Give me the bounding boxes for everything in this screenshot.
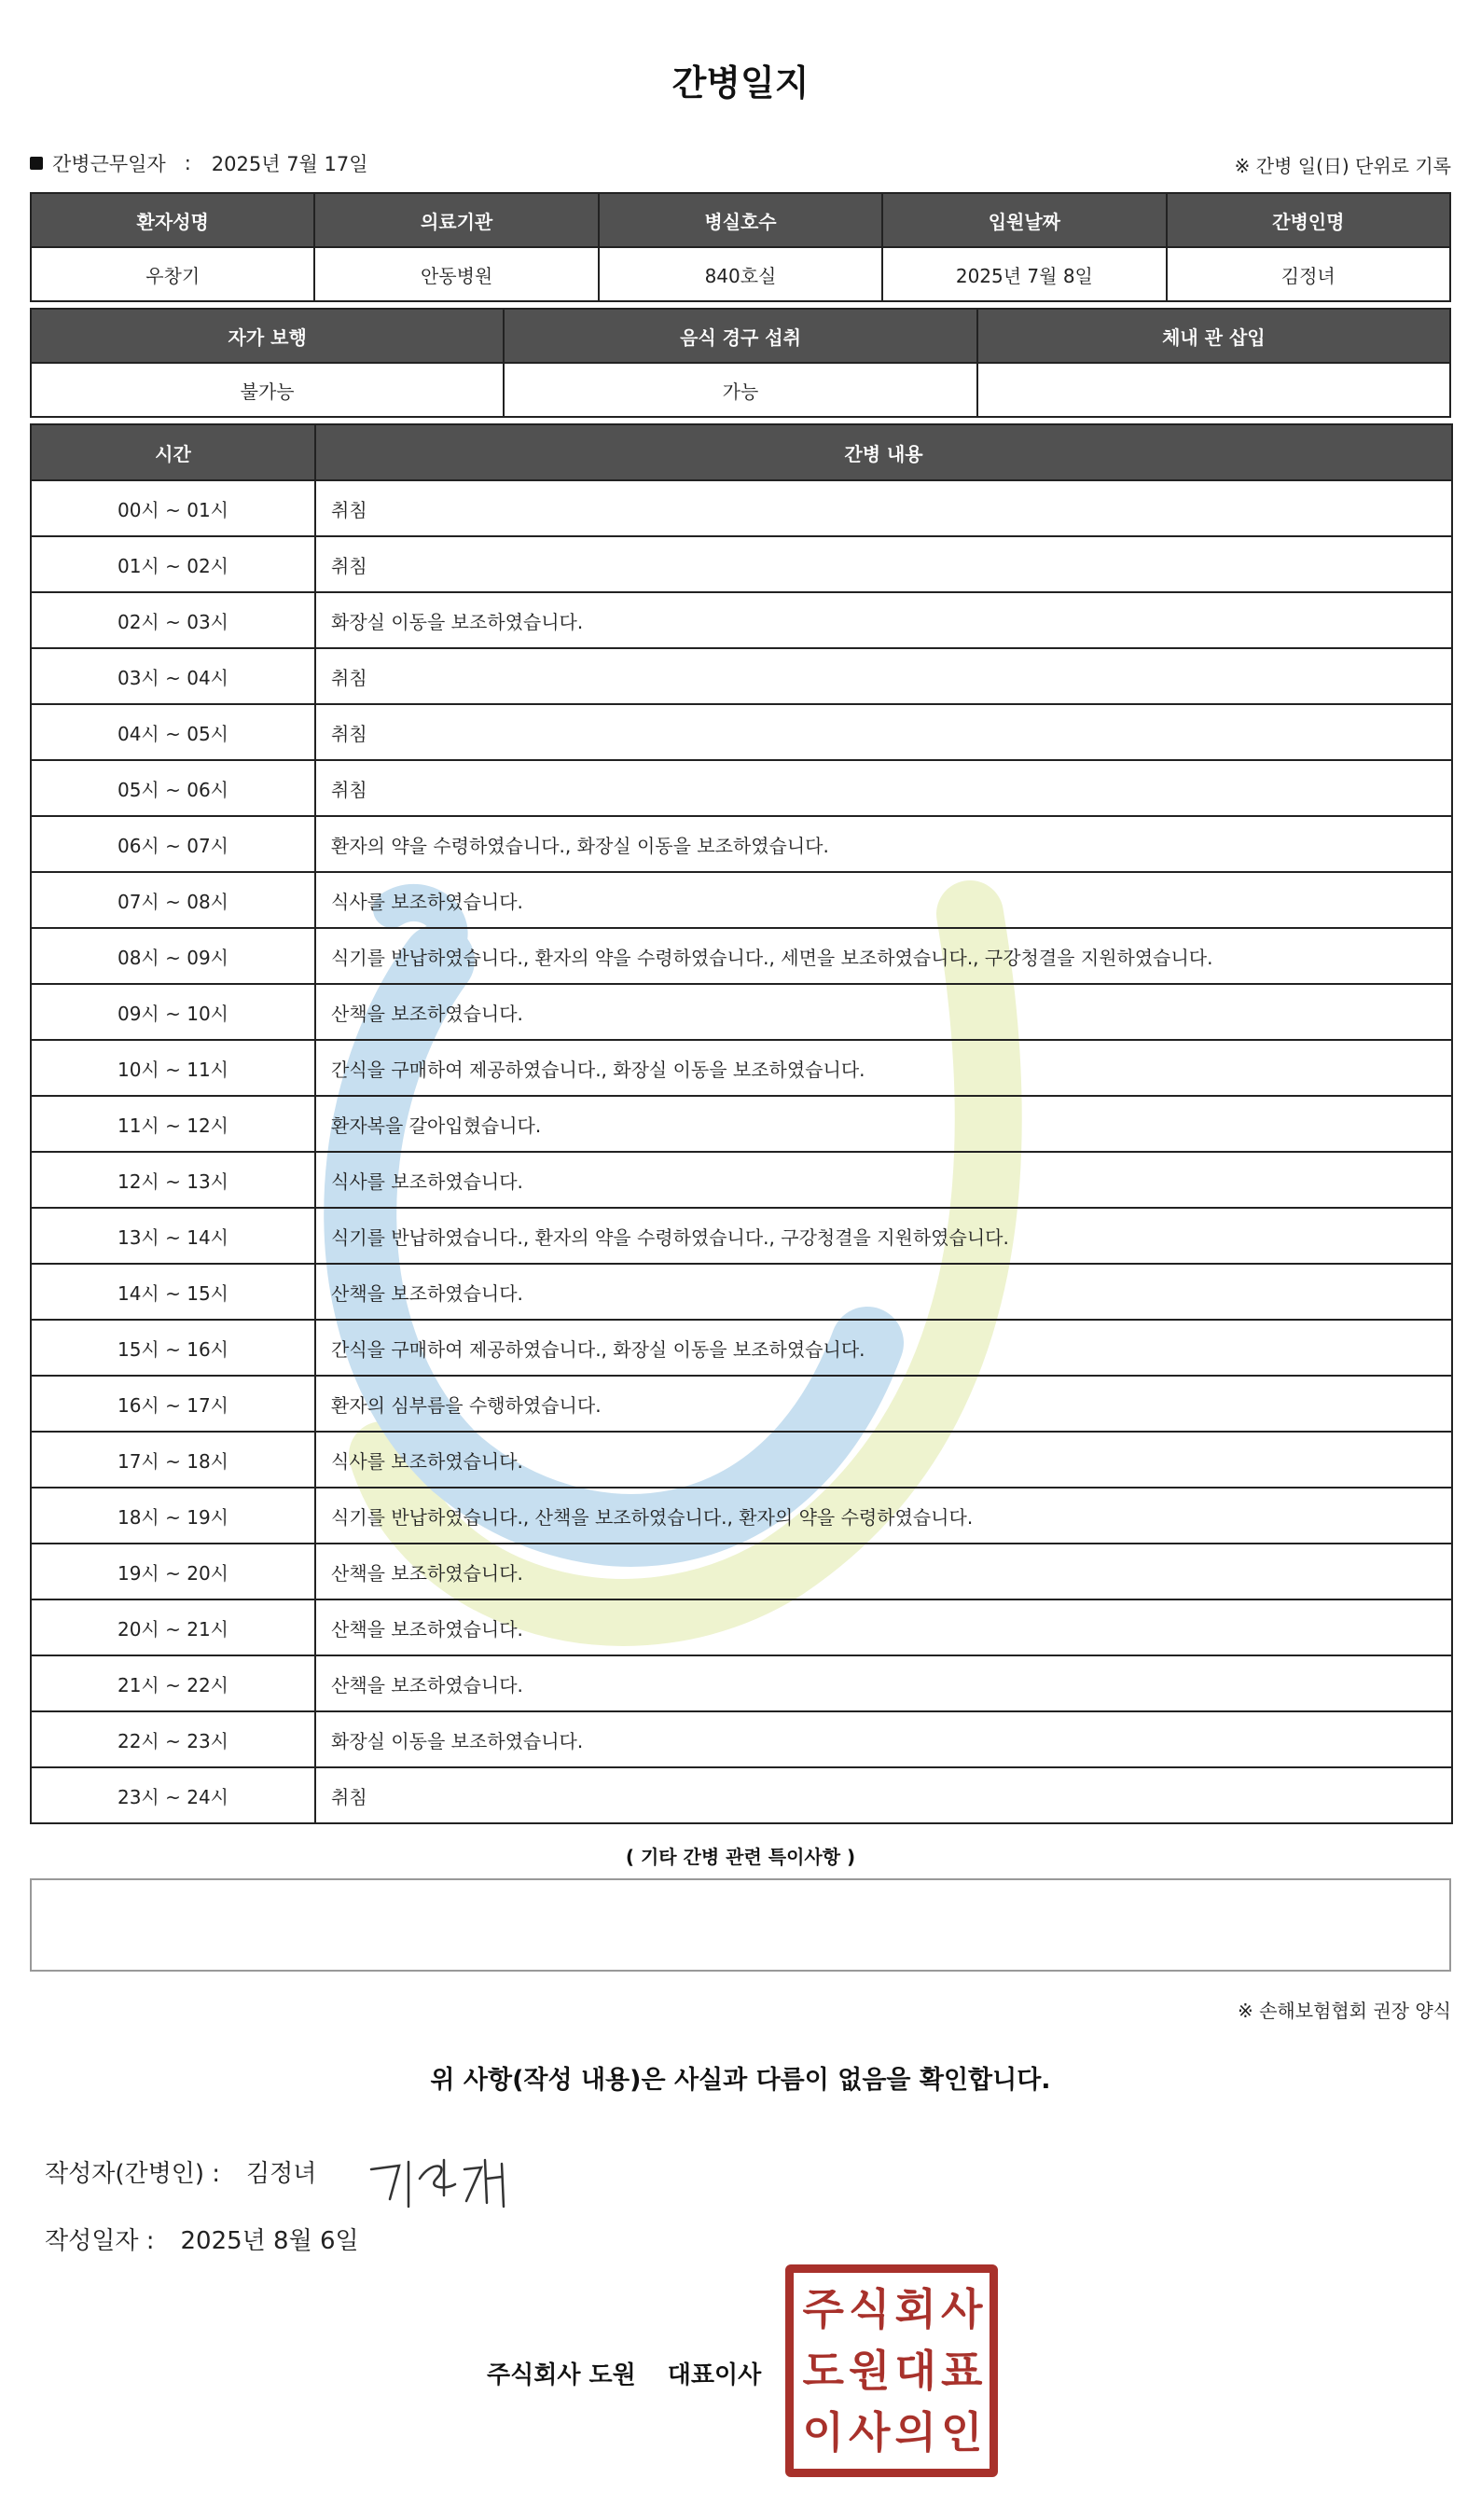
company-name: 주식회사 도원: [487, 2361, 636, 2389]
recommend-note: ※ 손해보험협회 권장 양식: [1237, 2000, 1451, 2022]
header-institution: 의료기관: [314, 193, 598, 247]
table-row: [31, 592, 1452, 648]
write-date-value: 2025년 8월 6일: [180, 2227, 359, 2255]
care-content: 환자의 약을 수령하였습니다., 화장실 이동을 보조하였습니다.: [315, 816, 1452, 872]
time-slot: 03시 ~ 04시: [31, 648, 315, 704]
confirmation-statement: 위 사항(작성 내용)은 사실과 다름이 없음을 확인합니다.: [430, 2066, 1051, 2095]
oral-intake: 가능: [504, 363, 976, 417]
seal-char: 대: [894, 2346, 934, 2396]
time-slot: 00시 ~ 01시: [31, 480, 315, 536]
self-walking: 불가능: [31, 363, 504, 417]
table-row: [31, 1711, 1452, 1767]
table-row: [31, 704, 1452, 760]
table-row: [31, 872, 1452, 928]
work-date: [30, 149, 368, 177]
other-notes-box: [30, 1878, 1451, 1972]
time-slot: 02시 ~ 03시: [31, 592, 315, 648]
care-content: 간식을 구매하여 제공하였습니다., 화장실 이동을 보조하였습니다.: [315, 1320, 1452, 1376]
seal-char: 사: [849, 2407, 889, 2458]
ceo-label: 대표이사: [667, 2361, 762, 2389]
time-slot: 22시 ~ 23시: [31, 1711, 315, 1767]
caregiver-name: 김정녀: [1167, 247, 1450, 301]
table-row: [31, 1264, 1452, 1320]
care-content: 식기를 반납하였습니다., 산책을 보조하였습니다., 환자의 약을 수령하였습니다.: [315, 1488, 1452, 1544]
time-slot: 12시 ~ 13시: [31, 1152, 315, 1208]
other-notes-title: ( 기타 간병 관련 특이사항 ): [625, 1846, 856, 1868]
institution: 안동병원: [314, 247, 598, 301]
care-content: 식사를 보조하였습니다.: [315, 1152, 1452, 1208]
seal-char: 사: [941, 2284, 981, 2334]
time-slot: 18시 ~ 19시: [31, 1488, 315, 1544]
tube-insertion: [977, 363, 1450, 417]
header-tube-insertion: 체내 관 삽입: [977, 309, 1450, 363]
seal-char: 주: [802, 2284, 842, 2334]
care-content: 식사를 보조하였습니다.: [315, 1432, 1452, 1488]
table-row: [31, 1376, 1452, 1432]
table-row: [31, 1432, 1452, 1488]
table-row: [31, 1040, 1452, 1096]
table-row: [31, 984, 1452, 1040]
table-row: [31, 760, 1452, 816]
care-content: 화장실 이동을 보조하였습니다.: [315, 1711, 1452, 1767]
table-row: [31, 1767, 1452, 1823]
care-log-table: [30, 423, 1453, 1824]
seal-char: 표: [941, 2346, 981, 2396]
time-slot: 08시 ~ 09시: [31, 928, 315, 984]
company-line: [487, 2356, 761, 2390]
care-content: 식사를 보조하였습니다.: [315, 872, 1452, 928]
writer-name: 김정녀: [246, 2160, 317, 2188]
care-content: 식기를 반납하였습니다., 환자의 약을 수령하였습니다., 구강청결을 지원하였습니다.: [315, 1208, 1452, 1264]
time-slot: 17시 ~ 18시: [31, 1432, 315, 1488]
write-date-label: 작성일자 :: [45, 2227, 155, 2255]
care-content: 환자복을 갈아입혔습니다.: [315, 1096, 1452, 1152]
care-content: 취침: [315, 480, 1452, 536]
admission-date: 2025년 7월 8일: [882, 247, 1166, 301]
table-row: [31, 1096, 1452, 1152]
time-slot: 21시 ~ 22시: [31, 1655, 315, 1711]
time-slot: 15시 ~ 16시: [31, 1320, 315, 1376]
room-number: 840호실: [599, 247, 882, 301]
table-row: [31, 1152, 1452, 1208]
write-date-line: [45, 2222, 359, 2256]
time-slot: 05시 ~ 06시: [31, 760, 315, 816]
work-date-colon: :: [184, 152, 191, 174]
bullet-icon: [30, 157, 43, 170]
time-slot: 20시 ~ 21시: [31, 1599, 315, 1655]
header-admission-date: 입원날짜: [882, 193, 1166, 247]
time-slot: 01시 ~ 02시: [31, 536, 315, 592]
time-slot: 14시 ~ 15시: [31, 1264, 315, 1320]
time-slot: 23시 ~ 24시: [31, 1767, 315, 1823]
care-content: 식기를 반납하였습니다., 환자의 약을 수령하였습니다., 세면을 보조하였습니다., 구강청결을 지원하였습니다.: [315, 928, 1452, 984]
care-content: 취침: [315, 760, 1452, 816]
time-slot: 07시 ~ 08시: [31, 872, 315, 928]
seal-char: 식: [849, 2284, 889, 2334]
care-content: 취침: [315, 704, 1452, 760]
table-row: [31, 536, 1452, 592]
seal-char: 인: [941, 2407, 981, 2458]
seal-char: 원: [849, 2346, 889, 2396]
table-row: [31, 1208, 1452, 1264]
time-slot: 06시 ~ 07시: [31, 816, 315, 872]
table-row: [31, 1488, 1452, 1544]
header-oral-intake: 음식 경구 섭취: [504, 309, 976, 363]
table-row: [31, 1320, 1452, 1376]
writer-line: [45, 2154, 316, 2189]
care-content: 산책을 보조하였습니다.: [315, 1599, 1452, 1655]
signature: [362, 2141, 530, 2216]
header-self-walking: 자가 보행: [31, 309, 504, 363]
time-slot: 11시 ~ 12시: [31, 1096, 315, 1152]
time-slot: 09시 ~ 10시: [31, 984, 315, 1040]
table-row: [31, 648, 1452, 704]
time-slot: 10시 ~ 11시: [31, 1040, 315, 1096]
seal-char: 도: [802, 2346, 842, 2396]
table-row: [31, 816, 1452, 872]
work-date-label: 간병근무일자: [52, 153, 166, 175]
patient-name: 우창기: [31, 247, 314, 301]
company-seal: [785, 2264, 998, 2477]
care-content: 취침: [315, 648, 1452, 704]
daily-record-note: ※ 간병 일(日) 단위로 기록: [1234, 155, 1451, 177]
patient-info-table: [30, 192, 1451, 302]
care-content: 산책을 보조하였습니다.: [315, 1544, 1452, 1599]
care-content: 산책을 보조하였습니다.: [315, 1655, 1452, 1711]
time-slot: 19시 ~ 20시: [31, 1544, 315, 1599]
time-slot: 16시 ~ 17시: [31, 1376, 315, 1432]
table-row: [31, 1544, 1452, 1599]
time-slot: 13시 ~ 14시: [31, 1208, 315, 1264]
header-room: 병실호수: [599, 193, 882, 247]
patient-status-table: [30, 308, 1451, 418]
table-row: [31, 928, 1452, 984]
seal-char: 의: [894, 2407, 934, 2458]
header-patient-name: 환자성명: [31, 193, 314, 247]
table-row: [31, 480, 1452, 536]
care-content: 취침: [315, 536, 1452, 592]
time-slot: 04시 ~ 05시: [31, 704, 315, 760]
care-content: 화장실 이동을 보조하였습니다.: [315, 592, 1452, 648]
care-content: 취침: [315, 1767, 1452, 1823]
care-content: 간식을 구매하여 제공하였습니다., 화장실 이동을 보조하였습니다.: [315, 1040, 1452, 1096]
work-date-value: 2025년 7월 17일: [211, 153, 368, 175]
header-caregiver: 간병인명: [1167, 193, 1450, 247]
care-content: 산책을 보조하였습니다.: [315, 984, 1452, 1040]
seal-char: 이: [802, 2407, 842, 2458]
header-care-content: 간병 내용: [315, 424, 1452, 480]
header-time: 시간: [31, 424, 315, 480]
care-content: 환자의 심부름을 수행하였습니다.: [315, 1376, 1452, 1432]
writer-label: 작성자(간병인) :: [45, 2160, 221, 2188]
table-row: [31, 1655, 1452, 1711]
care-content: 산책을 보조하였습니다.: [315, 1264, 1452, 1320]
table-row: [31, 1599, 1452, 1655]
document-title: 간병일지: [671, 62, 810, 104]
seal-char: 회: [894, 2284, 934, 2334]
